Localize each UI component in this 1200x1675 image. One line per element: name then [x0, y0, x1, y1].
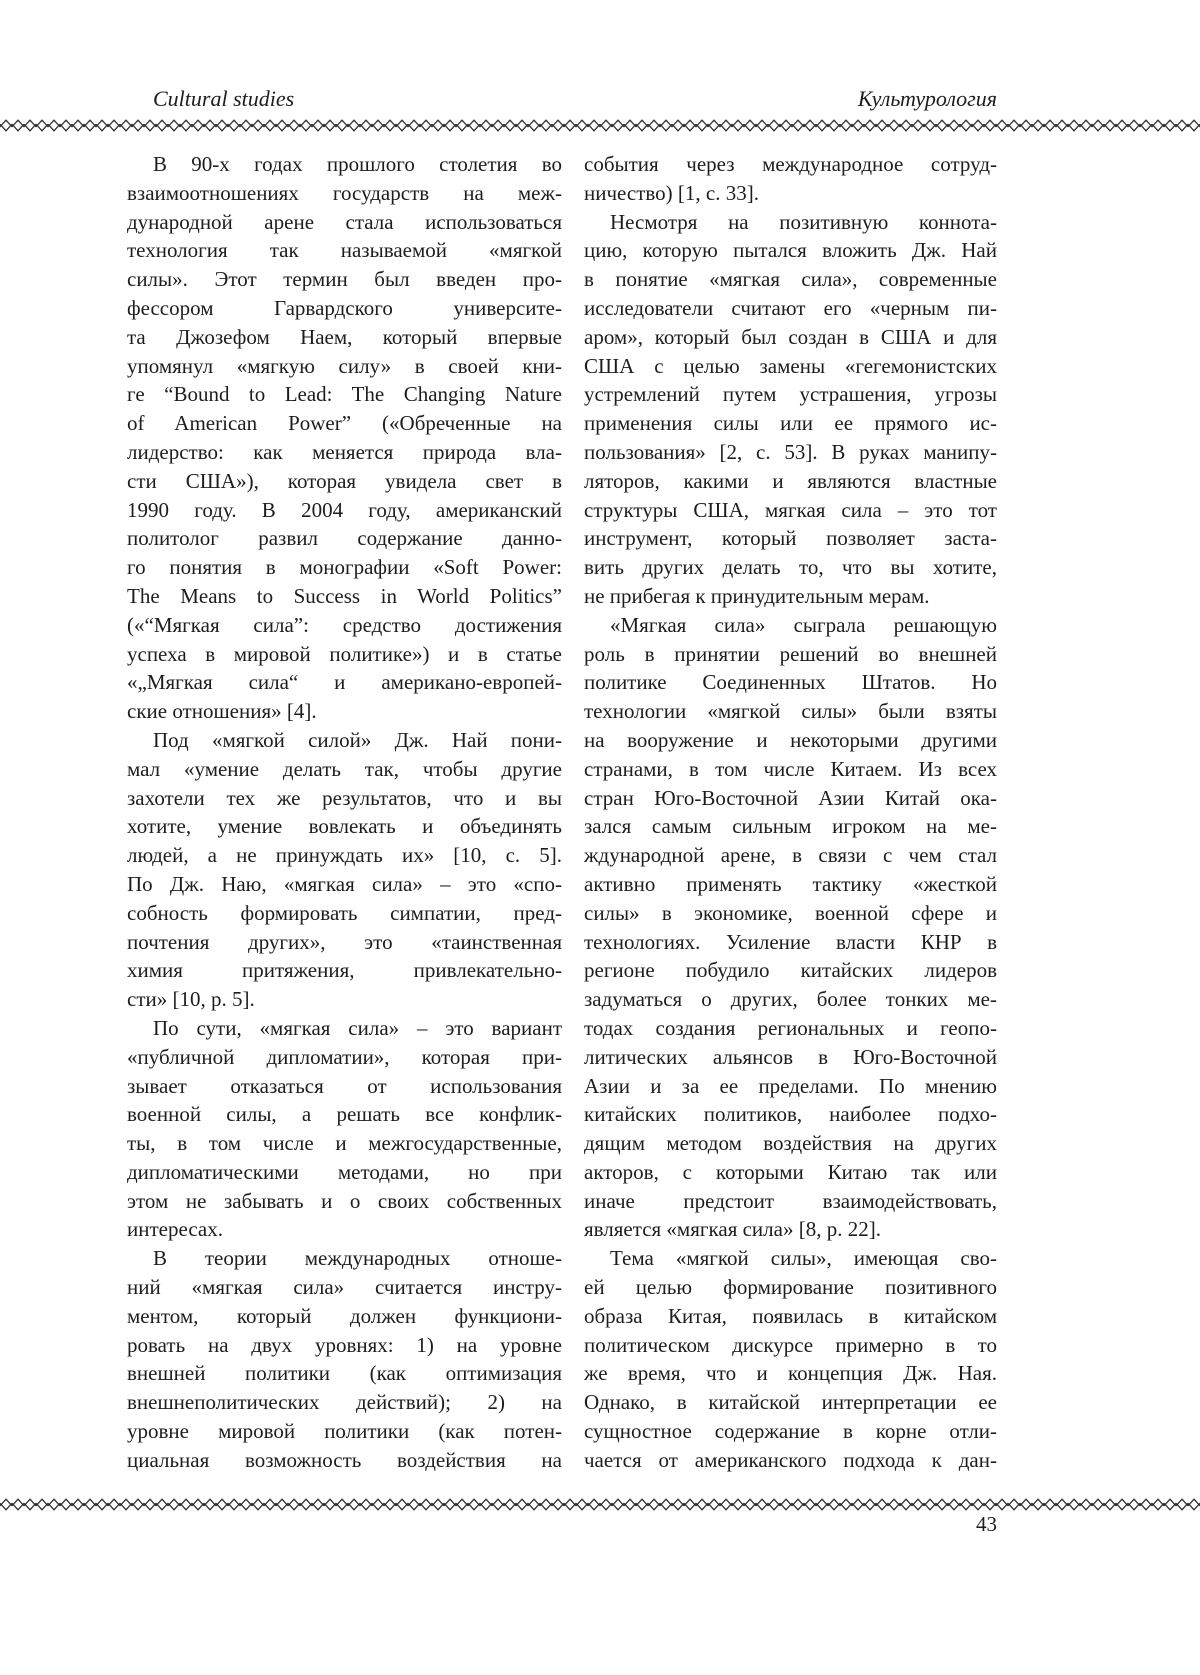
text-line: роль в принятии решений во внешней [584, 641, 997, 666]
text-line: 1990 году. В 2004 году, американский [127, 497, 562, 522]
text-line: события через международное сотруд- [584, 152, 997, 176]
text-line: в понятие «мягкая сила», современные [584, 267, 997, 292]
page-number: 43 [976, 1512, 997, 1536]
ornamental-border-top [0, 119, 1200, 132]
text-line: литических альянсов в Юго-Восточной [584, 1044, 997, 1069]
text-line: ничество) [1, с. 33]. [584, 180, 759, 205]
text-line: В 90-х годах прошлого столетия во [153, 152, 562, 176]
text-line: ждународной арене, в связи с чем стал [584, 843, 997, 868]
text-line: «публичной дипломатии», которая при- [127, 1044, 562, 1069]
text-line: of American Power” («Обреченные на [127, 411, 562, 436]
text-line: Тема «мягкой силы», имеющая сво- [610, 1246, 997, 1271]
text-line: внешнеполитических действий); 2) на [127, 1390, 562, 1415]
text-line: стран Юго-Восточной Азии Китай ока- [584, 785, 997, 810]
text-line: США с целью замены «гегемонистских [584, 353, 997, 378]
text-line: чается от американского подхода к дан- [584, 1447, 997, 1472]
text-line: сущностное содержание в корне отли- [584, 1419, 997, 1444]
text-line: является «мягкая сила» [8, р. 22]. [584, 1217, 881, 1242]
text-line: сти США»), которая увидела свет в [127, 468, 562, 493]
text-line: активно применять тактику «жесткой [584, 871, 997, 896]
text-line: лидерство: как меняется природа вла- [127, 439, 562, 464]
text-line: дународной арене стала использоваться [127, 209, 562, 234]
text-line: фессором Гарвардского университе- [127, 295, 562, 320]
text-line: ментом, который должен функциони- [127, 1303, 562, 1328]
text-line: та Джозефом Наем, который впервые [127, 324, 562, 349]
text-line: политолог развил содержание данно- [127, 526, 562, 551]
text-line: структуры США, мягкая сила – это тот [584, 497, 997, 522]
text-line: иначе предстоит взаимодействовать, [584, 1188, 997, 1213]
text-line: странами, в том числе Китаем. Из всех [584, 756, 997, 781]
text-line: китайских политиков, наиболее подхо- [584, 1102, 997, 1127]
text-line: Азии и за ее пределами. По мнению [584, 1073, 997, 1098]
text-line: силы» в экономике, военной сфере и [584, 900, 997, 925]
text-line: «Мягкая сила» сыграла решающую [610, 612, 997, 637]
text-line: почтения других», это «таинственная [127, 929, 562, 954]
text-line: тодах создания региональных и геопо- [584, 1015, 997, 1040]
text-line: технология так называемой «мягкой [127, 238, 562, 263]
text-line: хотите, умение вовлекать и объединять [127, 814, 562, 839]
text-line: инструмент, который позволяет заста- [584, 526, 997, 551]
text-line: цию, которую пытался вложить Дж. Най [584, 238, 997, 263]
text-line: регионе побудило китайских лидеров [584, 958, 997, 983]
text-line: взаимоотношениях государств на меж- [127, 180, 562, 205]
text-line: сти» [10, р. 5]. [127, 987, 255, 1012]
text-line: зывает отказаться от использования [127, 1073, 562, 1098]
text-line: людей, а не принуждать их» [10, с. 5]. [127, 843, 562, 868]
text-line: ний «мягкая сила» считается инстру- [127, 1275, 562, 1300]
text-line: «„Мягкая сила“ и американо-европей- [127, 670, 562, 695]
text-line: ей целью формирование позитивного [584, 1275, 997, 1300]
text-line: пользования» [2, с. 53]. В руках манипу- [584, 439, 997, 464]
text-line: технологии «мягкой силы» были взяты [584, 699, 997, 724]
text-line: уровне мировой политики (как потен- [127, 1419, 562, 1444]
text-line: Однако, в китайской интерпретации ее [584, 1390, 997, 1415]
text-line: В теории международных отноше- [153, 1246, 562, 1271]
text-line: образа Китая, появилась в китайском [584, 1303, 997, 1328]
text-line: химия притяжения, привлекательно- [127, 958, 562, 983]
text-line: дящим методом воздействия на других [584, 1131, 997, 1156]
text-line: технологиях. Усиление власти КНР в [584, 929, 997, 954]
text-line: аром», который был создан в США и для [584, 324, 997, 349]
text-line: По Дж. Наю, «мягкая сила» – это «спо- [127, 871, 562, 896]
text-column-right [584, 150, 997, 1475]
text-line: акторов, с которыми Китаю так или [584, 1159, 997, 1184]
text-line: дипломатическими методами, но при [127, 1159, 562, 1184]
text-line: ляторов, какими и являются властные [584, 468, 997, 493]
text-line: исследователи считают его «черным пи- [584, 295, 997, 320]
text-line: зался самым сильным игроком на ме- [584, 814, 997, 839]
ornamental-border-bottom [0, 1498, 1200, 1511]
text-line: По сути, «мягкая сила» – это вариант [153, 1015, 562, 1040]
text-line: мал «умение делать так, чтобы другие [127, 756, 562, 781]
text-line: успеха в мировой политике») и в статье [127, 641, 562, 666]
text-line: задуматься о других, более тонких ме- [584, 987, 997, 1012]
text-line: The Means to Success in World Politics” [127, 583, 562, 608]
text-line: вить других делать то, что вы хотите, [584, 555, 997, 580]
text-line: ты, в том числе и межгосударственные, [127, 1131, 562, 1156]
running-head-russian: Культурология [857, 86, 997, 111]
text-column-left [127, 150, 562, 1475]
text-line: же время, что и концепция Дж. Ная. [584, 1361, 997, 1386]
text-line: ские отношения» [4]. [127, 699, 317, 724]
text-line: циальная возможность воздействия на [127, 1447, 562, 1472]
text-line: интересах. [127, 1217, 223, 1242]
text-line: («“Мягкая сила”: средство достижения [127, 612, 562, 637]
text-line: применения силы или ее прямого ис- [584, 411, 997, 436]
text-line: ровать на двух уровнях: 1) на уровне [127, 1332, 562, 1357]
text-line: силы». Этот термин был введен про- [127, 267, 562, 292]
text-line: внешней политики (как оптимизация [127, 1361, 562, 1386]
text-line: политике Соединенных Штатов. Но [584, 670, 997, 695]
text-line: го понятия в монографии «Soft Power: [127, 555, 562, 580]
text-line: этом не забывать и о своих собственных [127, 1188, 562, 1213]
text-line: устремлений путем устрашения, угрозы [584, 382, 997, 407]
text-line: не прибегая к принудительным мерам. [584, 583, 930, 608]
text-line: военной силы, а решать все конфлик- [127, 1102, 562, 1127]
running-head-english: Cultural studies [153, 86, 295, 111]
text-line: упомянул «мягкую силу» в своей кни- [127, 353, 562, 378]
text-line: Несмотря на позитивную коннота- [610, 209, 997, 234]
text-line: Под «мягкой силой» Дж. Най пони- [153, 727, 562, 752]
text-line: захотели тех же результатов, что и вы [127, 785, 562, 810]
text-line: ге “Bound to Lead: The Changing Nature [127, 382, 562, 407]
text-line: на вооружение и некоторыми другими [584, 727, 997, 752]
text-line: политическом дискурсе примерно в то [584, 1332, 997, 1357]
text-line: собность формировать симпатии, пред- [127, 900, 562, 925]
